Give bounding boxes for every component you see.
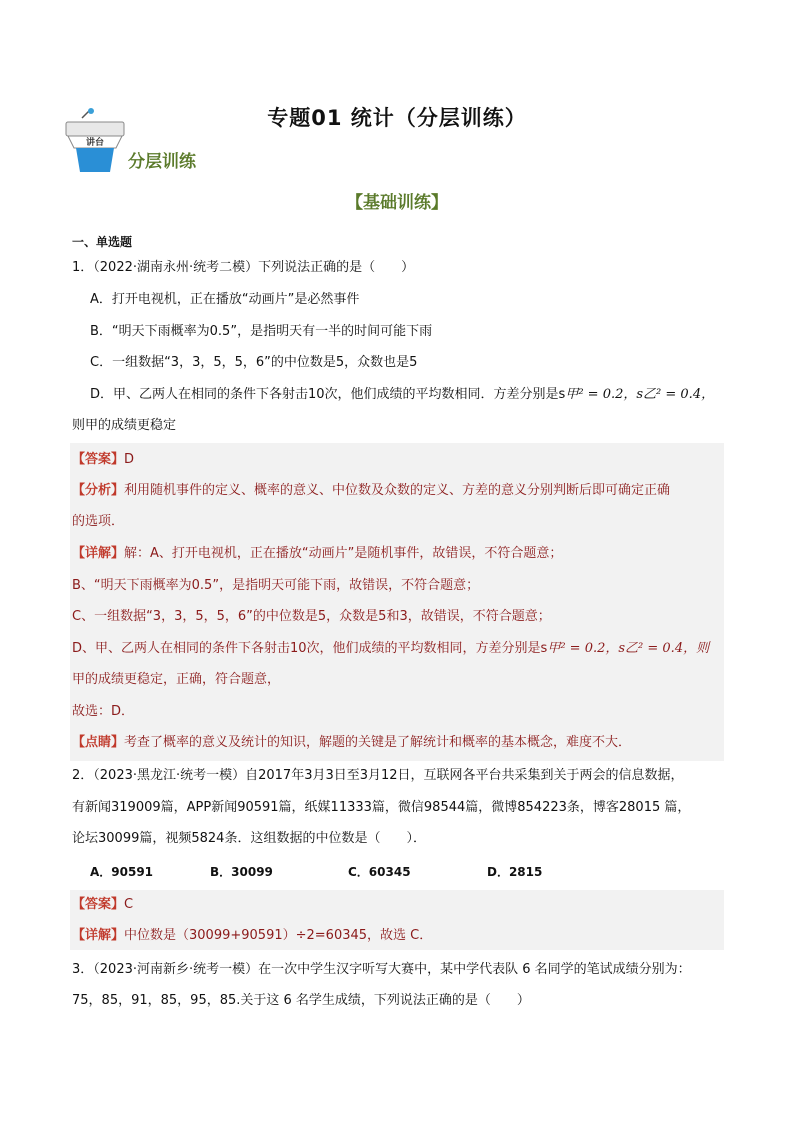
q1-option-d-cont: 则甲的成绩更稳定 bbox=[72, 418, 177, 433]
q1-option-d-text: D．甲、乙两人在相同的条件下各射击10次，他们成绩的平均数相同．方差分别是s bbox=[90, 387, 566, 402]
q2-answer bbox=[72, 895, 133, 915]
q2-answer-value: C bbox=[124, 897, 134, 912]
q1-detail-d-text: D、甲、乙两人在相同的条件下各射击10次，他们成绩的平均数相同，方差分别是s bbox=[72, 641, 548, 656]
q1-option-d-math: 甲² = 0.2，s乙² = 0.4， bbox=[565, 387, 715, 402]
q2-option-c: C．60345 bbox=[348, 865, 411, 879]
q1-analysis-tag: 【分析】 bbox=[72, 483, 125, 498]
q1-detail-d bbox=[72, 639, 709, 659]
q1-detail-f: 故选：D． bbox=[72, 704, 135, 719]
q1-detail bbox=[72, 544, 562, 564]
q1-analysis-cont: 的选项． bbox=[72, 514, 125, 529]
logo-label: 讲台 bbox=[85, 138, 105, 148]
q2-answer-tag: 【答案】 bbox=[72, 897, 125, 912]
q2-stem-2: 有新闻319009篇，APP新闻90591篇，纸媒11333篇，微信98544篇，微博854223条，博客28015 篇， bbox=[72, 800, 691, 815]
q3-stem-1: 3．（2023·河南新乡·统考一模）在一次中学生汉字听写大赛中，某中学代表队 6 名同学的笔试成绩分别为： bbox=[72, 962, 691, 977]
q1-answer-tag: 【答案】 bbox=[72, 452, 125, 467]
part-heading: 一、单选题 bbox=[72, 235, 133, 249]
q2-option-b: B．30099 bbox=[210, 865, 273, 879]
page-title: 专题01 统计（分层训练） bbox=[267, 106, 527, 130]
q1-comment-tag: 【点睛】 bbox=[72, 735, 125, 750]
q1-answer-value: D bbox=[124, 452, 135, 467]
q3-stem-2: 75，85，91，85，95，85.关于这 6 名学生成绩，下列说法正确的是（ ） bbox=[72, 993, 530, 1008]
q1-answer bbox=[72, 450, 134, 470]
q1-comment-text: 考查了概率的意义及统计的知识，解题的关键是了解统计和概率的基本概念，难度不大． bbox=[124, 735, 632, 750]
q1-detail-text: 解：A、打开电视机，正在播放“动画片”是随机事件，故错误，不符合题意； bbox=[124, 546, 563, 561]
q1-option-a: A．打开电视机，正在播放“动画片”是必然事件 bbox=[90, 292, 360, 307]
q1-option-b: B．“明天下雨概率为0.5”，是指明天有一半的时间可能下雨 bbox=[90, 324, 433, 339]
q1-detail-c: C、一组数据“3，3，5，5，6”的中位数是5，众数是5和3，故错误，不符合题意； bbox=[72, 609, 551, 624]
q1-analysis bbox=[72, 481, 670, 501]
q1-option-c: C．一组数据“3，3，5，5，6”的中位数是5，众数也是5 bbox=[90, 355, 418, 370]
q1-detail-b: B、“明天下雨概率为0.5”，是指明天可能下雨，故错误，不符合题意； bbox=[72, 578, 480, 593]
q1-detail-tag: 【详解】 bbox=[72, 546, 125, 561]
q1-comment bbox=[72, 733, 631, 753]
q1-analysis-text: 利用随机事件的定义、概率的意义、中位数及众数的定义、方差的意义分别判断后即可确定正确 bbox=[124, 483, 671, 498]
q1-detail-d-math: 甲² = 0.2，s乙² = 0.4，则 bbox=[547, 641, 710, 656]
q1-stem: 1．（2022·湖南永州·统考二模）下列说法正确的是（ ） bbox=[72, 260, 415, 275]
logo-text: 分层训练 bbox=[128, 152, 196, 172]
q2-option-a: A．90591 bbox=[90, 865, 154, 879]
q1-detail-e: 甲的成绩更稳定，正确，符合题意， bbox=[72, 672, 281, 687]
q2-detail bbox=[72, 926, 432, 946]
section-title: 【基础训练】 bbox=[346, 193, 448, 213]
q2-stem-1: 2．（2023·黑龙江·统考一模）自2017年3月3日至3月12日，互联网各平台共采集到关于两会的信息数据， bbox=[72, 768, 684, 783]
q2-option-d: D．2815 bbox=[487, 865, 543, 879]
q1-option-d bbox=[90, 385, 714, 405]
q2-detail-tag: 【详解】 bbox=[72, 928, 125, 943]
q2-detail-text: 中位数是（30099+90591）÷2=60345，故选 C． bbox=[124, 928, 433, 943]
q2-stem-3: 论坛30099篇，视频5824条．这组数据的中位数是（ ）． bbox=[72, 831, 426, 846]
